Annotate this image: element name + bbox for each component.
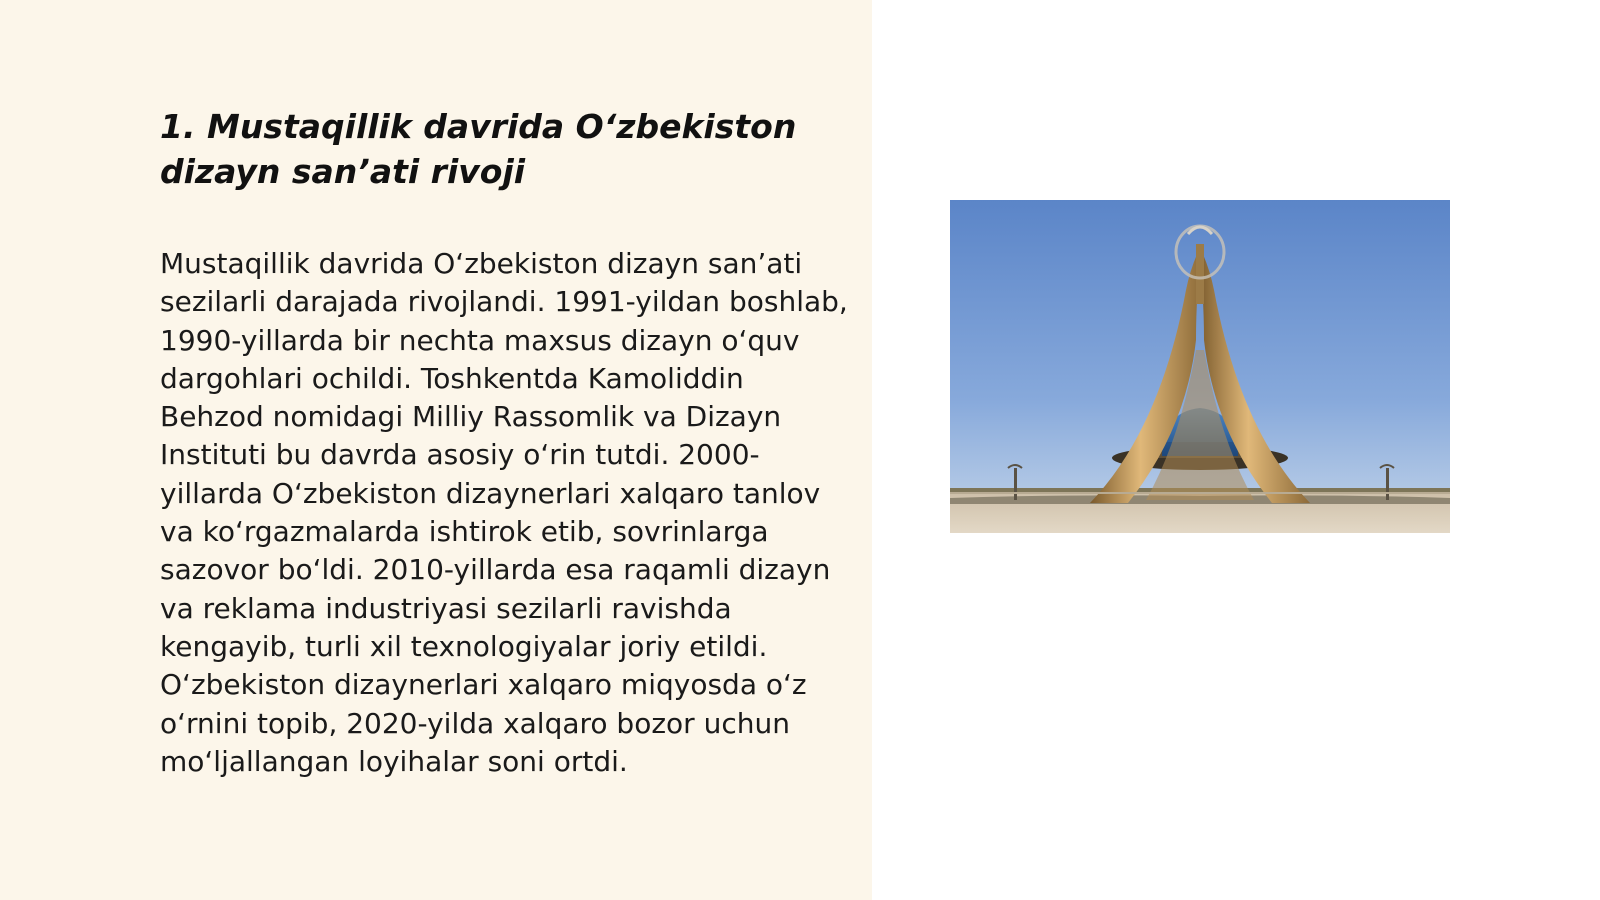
slide-body-text: Mustaqillik davrida O‘zbekiston dizayn san’ati sezilarli darajada rivojlandi. 1991-yildan boshlab, 1990-yillarda bir nechta maxsus dizayn o‘quv dargohlari ochildi. Toshkentda Kamoliddin Behzod nomidagi Milliy Rassomlik va Dizayn Instituti bu davrda asosiy o‘rin tutdi. 2000-yillarda O‘zbekiston dizaynerlari xalqaro tanlov va ko‘rgazmalarda ishtirok etib, sovrinlarga sazovor bo‘ldi. 2010-yillarda esa raqamli dizayn va reklama industriyasi sezilarli ravishda kengayib, turli xil texnologiyalar joriy etildi. O‘zbekiston dizaynerlari xalqaro miqyosda o‘z o‘rnini topib, 2020-yilda xalqaro bozor uchun mo‘ljallangan loyihalar soni ortdi. [160, 247, 848, 778]
slide-title: 1. Mustaqillik davrida O‘zbekiston dizayn san’ati rivoji [160, 107, 797, 191]
independence-monument-photo-icon [950, 200, 1450, 533]
monument-photo [950, 200, 1450, 533]
